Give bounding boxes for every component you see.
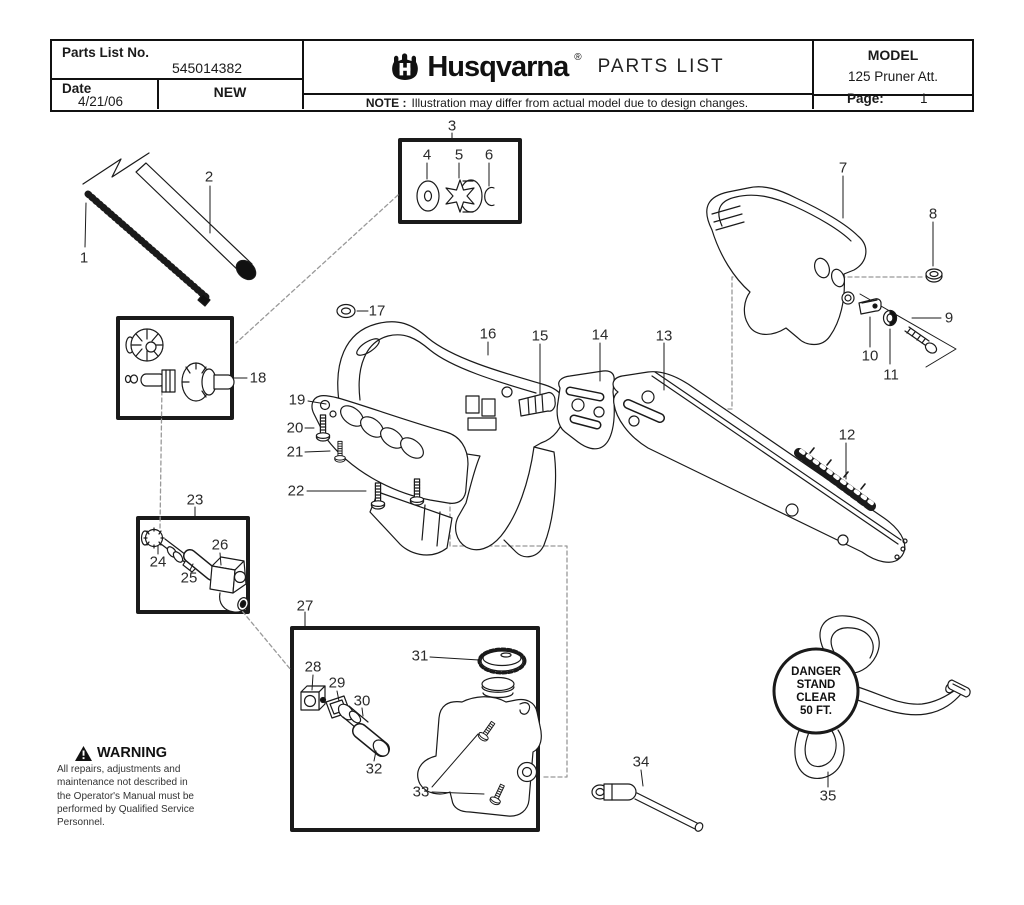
document-title: PARTS LIST xyxy=(597,56,725,77)
part-7-cover xyxy=(707,176,866,345)
warning-line: performed by Qualified Service xyxy=(57,803,195,815)
header-divider xyxy=(814,94,972,96)
danger-line: CLEAR xyxy=(796,692,836,704)
part-label-27: 27 xyxy=(296,597,314,615)
warning-block xyxy=(57,745,235,829)
registered-mark: ® xyxy=(574,51,582,63)
warning-line: the Operator's Manual must be xyxy=(57,790,194,802)
warning-triangle-icon xyxy=(75,746,92,761)
part-label-5: 5 xyxy=(454,146,464,164)
part-label-12: 12 xyxy=(838,426,856,444)
part-label-28: 28 xyxy=(304,658,322,676)
warning-line: maintenance not described in xyxy=(57,777,188,789)
revision-value: NEW xyxy=(213,84,247,100)
part-label-23: 23 xyxy=(186,491,204,509)
brand-logo-row xyxy=(302,41,812,93)
part-2-tube xyxy=(136,163,259,283)
date-value: 4/21/06 xyxy=(78,94,124,109)
part-label-30: 30 xyxy=(353,692,371,710)
part-label-18: 18 xyxy=(249,369,267,387)
warning-title: WARNING xyxy=(97,745,168,761)
parts-list-no-value: 545014382 xyxy=(171,60,243,76)
part-label-8: 8 xyxy=(928,205,938,223)
danger-line: STAND xyxy=(796,679,836,691)
note-text: Illustration may differ from actual model due to design changes. xyxy=(411,95,749,110)
header-table xyxy=(50,39,974,112)
part-label-25: 25 xyxy=(180,569,198,587)
part-label-14: 14 xyxy=(591,326,609,344)
model-value: 125 Pruner Att. xyxy=(847,69,939,84)
part-label-2: 2 xyxy=(204,168,214,186)
page-value: 1 xyxy=(920,91,928,106)
part-14-plate xyxy=(557,343,614,449)
part-label-34: 34 xyxy=(632,753,650,771)
brand-name: Husqvarna xyxy=(427,50,569,83)
part-11-washer xyxy=(884,311,897,365)
part-13-guide-bar xyxy=(613,343,907,562)
parts-list-no-label: Parts List No. xyxy=(62,45,150,60)
warning-line: Personnel. xyxy=(57,817,105,829)
danger-line: DANGER xyxy=(791,666,841,678)
danger-decal-text xyxy=(771,666,861,718)
part-label-24: 24 xyxy=(149,553,167,571)
date-label: Date xyxy=(62,81,92,96)
part-8-nut xyxy=(926,222,942,282)
part-label-6: 6 xyxy=(484,146,494,164)
part-label-29: 29 xyxy=(328,674,346,692)
part-label-15: 15 xyxy=(531,327,549,345)
model-label: MODEL xyxy=(867,47,919,63)
part-label-10: 10 xyxy=(861,347,879,365)
part-34-hose xyxy=(592,770,704,833)
part-label-31: 31 xyxy=(411,647,429,665)
part-label-35: 35 xyxy=(819,787,837,805)
part-label-13: 13 xyxy=(655,327,673,345)
part-label-16: 16 xyxy=(479,325,497,343)
part-label-22: 22 xyxy=(287,482,305,500)
warning-line: All repairs, adjustments and xyxy=(57,764,181,775)
part-label-32: 32 xyxy=(365,760,383,778)
part-label-4: 4 xyxy=(422,146,432,164)
part-label-11: 11 xyxy=(883,366,899,384)
part-label-21: 21 xyxy=(286,443,304,461)
part-label-7: 7 xyxy=(838,159,848,177)
husqvarna-crown-icon xyxy=(389,51,421,83)
part-label-17: 17 xyxy=(368,302,386,320)
part-10-clip xyxy=(859,299,881,347)
part-17-nut xyxy=(337,305,368,318)
note-label: NOTE : xyxy=(365,95,407,110)
part-label-26: 26 xyxy=(211,536,229,554)
part-label-20: 20 xyxy=(286,419,304,437)
part-label-1: 1 xyxy=(79,249,89,267)
part-label-33: 33 xyxy=(412,783,430,801)
header-divider xyxy=(52,78,302,80)
part-label-19: 19 xyxy=(288,391,306,409)
part-label-3: 3 xyxy=(447,117,457,135)
page-label: Page: xyxy=(847,91,884,106)
part-label-9: 9 xyxy=(944,309,954,327)
danger-line: 50 FT. xyxy=(800,705,832,717)
